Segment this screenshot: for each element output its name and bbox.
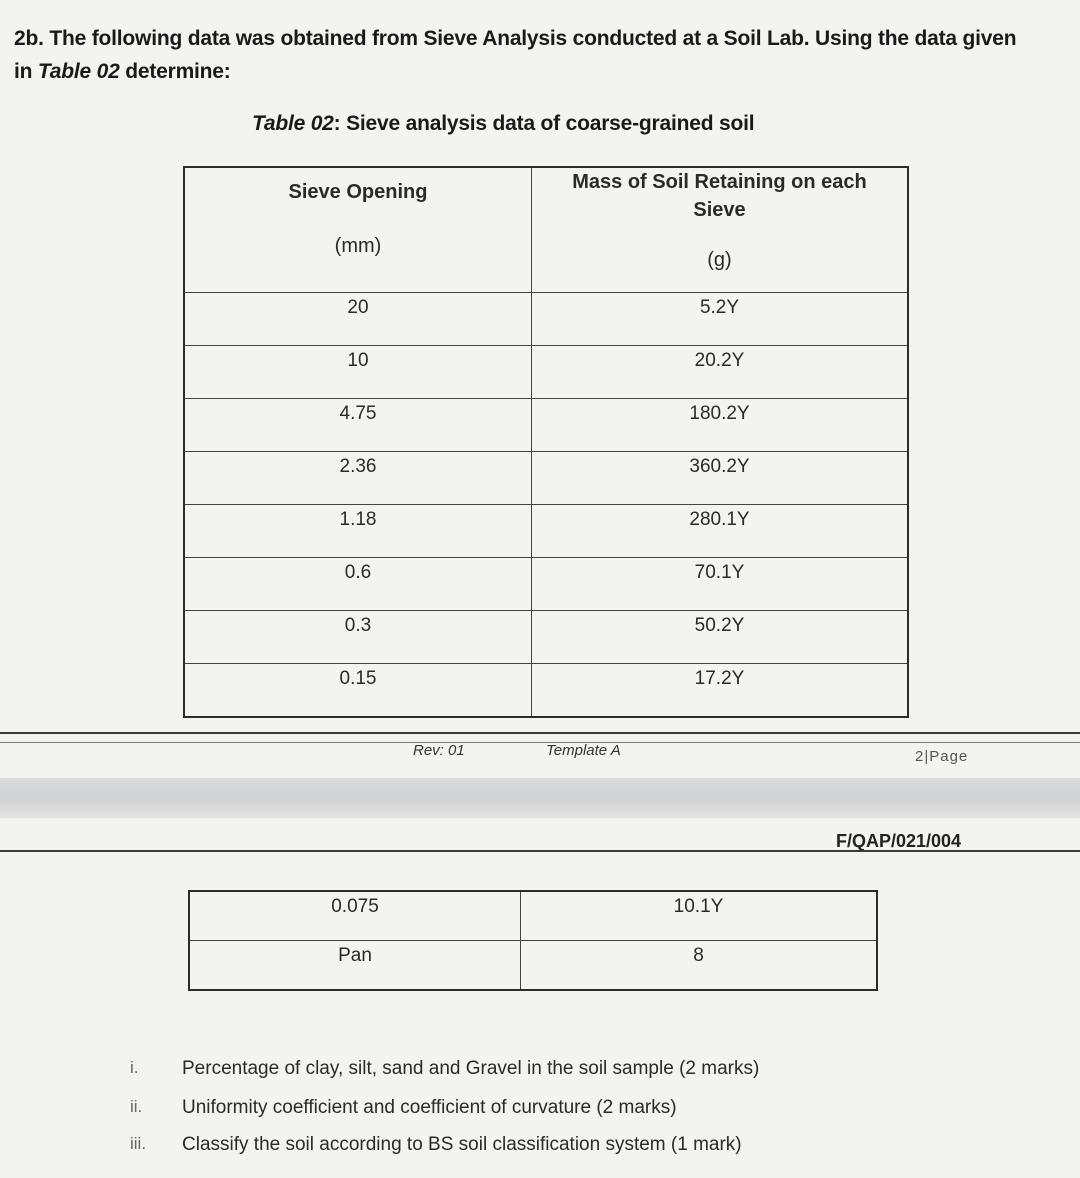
cell-opening: 10 [184,346,532,399]
table-row [184,293,908,346]
table-caption-text: : Sieve analysis data of coarse-grained soil [333,112,755,135]
list-item [0,1134,1080,1170]
table-row [184,611,908,664]
task-text: Percentage of clay, silt, sand and Gravel in the soil sample (2 marks) [182,1058,760,1079]
question-text-after: determine: [119,60,231,83]
task-text: Uniformity coefficient and coefficient of curvature (2 marks) [182,1097,677,1118]
footer-page-number: 2|Page [915,748,969,765]
table-row [184,558,908,611]
cell-opening: 0.3 [184,611,532,664]
cell-opening: 20 [184,293,532,346]
cell-mass: 70.1Y [532,558,909,611]
footer-revision: Rev: 01 [413,742,465,759]
cell-mass: 10.1Y [521,891,878,941]
sieve-table-continued [188,890,878,991]
task-number: i. [130,1058,139,1077]
cell-mass: 17.2Y [532,664,909,718]
footer-divider-thin [0,742,1080,743]
header-mass-retained-label-2: Sieve [693,199,746,221]
table-row [189,941,877,991]
table-caption-label: Table 02 [252,112,334,135]
table-row [184,505,908,558]
table-row [184,664,908,718]
cell-mass: 180.2Y [532,399,909,452]
header-sieve-opening [184,167,532,293]
table-header-row [184,167,908,293]
cell-opening: 1.18 [184,505,532,558]
cell-mass: 8 [521,941,878,991]
header-mass-retained-label: Mass of Soil Retaining on each [572,171,867,193]
table-caption [252,112,754,136]
question-text [14,22,1024,88]
header-mass-retained [532,167,909,293]
table-row [184,399,908,452]
cell-opening: 2.36 [184,452,532,505]
question-text-before: 2b. The following data was obtained from Sieve Analysis conducted at a Soil Lab. Using the data given in [14,27,1017,83]
table-row [184,346,908,399]
sieve-table [183,166,909,718]
header-mass-retained-unit: (g) [707,249,732,271]
question-table-ref: Table 02 [37,60,120,83]
cell-mass: 360.2Y [532,452,909,505]
cell-opening: 4.75 [184,399,532,452]
cell-opening: 0.15 [184,664,532,718]
cell-opening: 0.6 [184,558,532,611]
page-break [0,778,1080,818]
task-number: ii. [130,1097,143,1116]
cell-opening: 0.075 [189,891,521,941]
task-number: iii. [130,1134,147,1153]
footer-template: Template A [546,742,621,759]
header-sieve-opening-unit: (mm) [334,235,382,257]
table-row [189,891,877,941]
cell-mass: 5.2Y [532,293,909,346]
cell-mass: 20.2Y [532,346,909,399]
cell-mass: 50.2Y [532,611,909,664]
document-code: F/QAP/021/004 [836,831,962,851]
task-text: Classify the soil according to BS soil classification system (1 mark) [182,1134,742,1155]
cell-mass: 280.1Y [532,505,909,558]
cell-opening: Pan [189,941,521,991]
footer-divider [0,732,1080,734]
table-row [184,452,908,505]
list-item [0,1097,1080,1133]
header-sieve-opening-label: Sieve Opening [288,181,428,203]
list-item [0,1058,1080,1094]
header-divider [0,850,1080,852]
